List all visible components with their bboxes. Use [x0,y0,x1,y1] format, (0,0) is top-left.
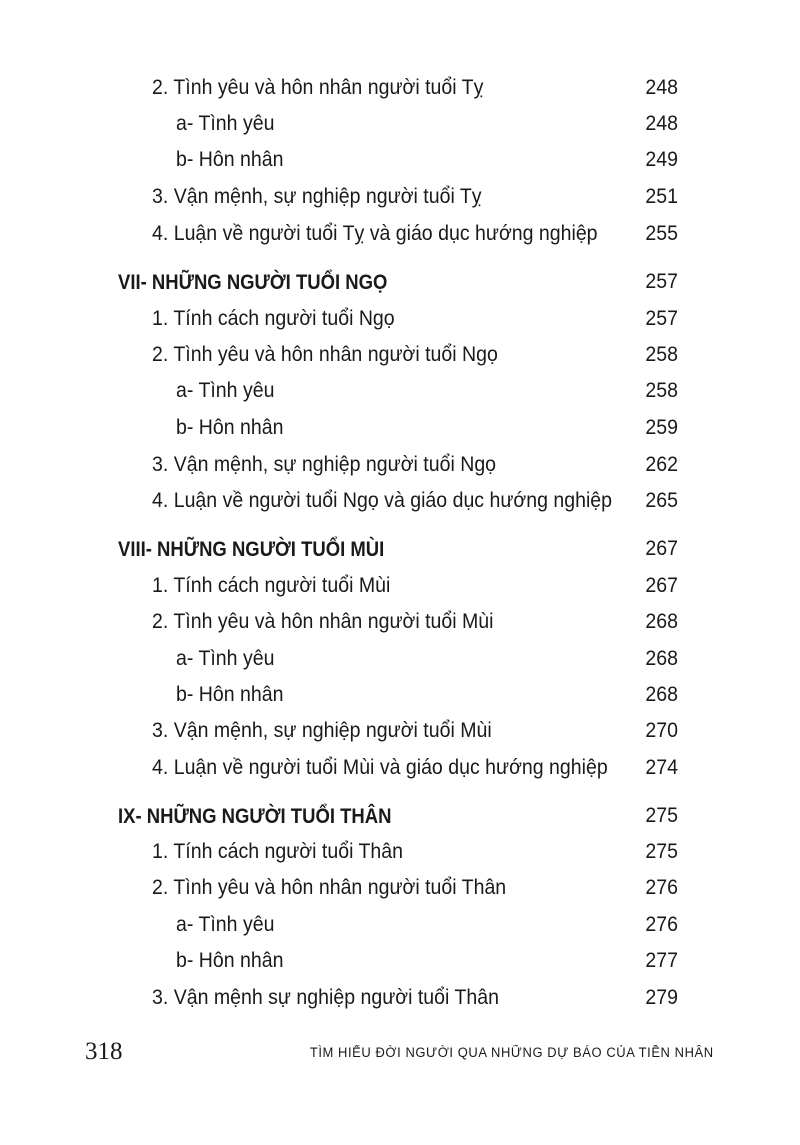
toc-entry [0,337,800,373]
toc-entry [0,106,800,142]
toc-entry [0,980,800,1016]
toc-entry-label: 2. Tình yêu và hôn nhân người tuổi Mùi [152,610,494,633]
toc-entry-page: 249 [645,148,678,171]
toc-entry [0,677,800,713]
toc-entry [0,301,800,337]
toc-entry [0,568,800,604]
toc-heading-label: VIII- NHỮNG NGƯỜI TUỔI MÙI [118,537,385,561]
toc-entry-page: 255 [645,222,678,245]
toc-section-heading [0,264,800,300]
toc-entry-label: 3. Vận mệnh, sự nghiệp người tuổi Mùi [152,719,492,742]
toc-entry [0,834,800,870]
page-number: 318 [85,1038,123,1065]
toc-entry-page: 251 [645,185,678,208]
toc-entry-page: 274 [645,756,678,779]
toc-entry-label: a- Tình yêu [176,112,275,135]
toc-entry-label: b- Hôn nhân [176,416,284,439]
toc-entry-page: 279 [645,986,678,1009]
toc-entry [0,943,800,979]
toc-entry-page: 262 [645,453,678,476]
toc-entry [0,410,800,446]
toc-entry-page: 267 [645,537,678,560]
toc-entry-page: 268 [645,683,678,706]
toc-entry-page: 268 [645,647,678,670]
toc-entry-label: a- Tình yêu [176,647,275,670]
toc-entry-label: 1. Tính cách người tuổi Ngọ [152,307,395,330]
toc-entry [0,179,800,215]
toc-entry-page: 276 [645,913,678,936]
toc-entry-label: 1. Tính cách người tuổi Mùi [152,574,391,597]
toc-entry-page: 258 [645,379,678,402]
toc-entry [0,142,800,178]
toc-entry-label: 3. Vận mệnh, sự nghiệp người tuổi Ngọ [152,453,497,476]
toc-entry-label: 1. Tính cách người tuổi Thân [152,840,403,863]
toc-section-heading [0,531,800,567]
toc-entry [0,483,800,519]
toc-entry-label: b- Hôn nhân [176,949,284,972]
toc-entry [0,216,800,252]
toc-entry-page: 270 [645,719,678,742]
toc-entry-page: 257 [645,270,678,293]
toc-entry-page: 248 [645,112,678,135]
toc-entry-label: b- Hôn nhân [176,683,284,706]
toc-entry-page: 258 [645,343,678,366]
toc-entry [0,870,800,906]
toc-entry-page: 277 [645,949,678,972]
toc-entry-label: 3. Vận mệnh, sự nghiệp người tuổi Tỵ [152,185,482,208]
toc-entry-label: 4. Luận về người tuổi Tỵ và giáo dục hướng nghiệp [152,222,598,245]
toc-entry-page: 267 [645,574,678,597]
toc-entry-page: 275 [645,804,678,827]
toc-entry-label: b- Hôn nhân [176,148,284,171]
toc-heading-label: VII- NHỮNG NGƯỜI TUỔI NGỌ [118,270,388,294]
toc-entry [0,641,800,677]
toc-entry [0,713,800,749]
toc-entry [0,750,800,786]
toc-entry-label: a- Tình yêu [176,913,275,936]
toc-entry-page: 265 [645,489,678,512]
toc-section-heading [0,798,800,834]
toc-entry-page: 259 [645,416,678,439]
toc-entry [0,604,800,640]
toc-entry-page: 257 [645,307,678,330]
toc-entry-label: 4. Luận về người tuổi Mùi và giáo dục hướng nghiệp [152,756,608,779]
toc-entry [0,373,800,409]
toc-entry-page: 275 [645,840,678,863]
toc-entry-label: 3. Vận mệnh sự nghiệp người tuổi Thân [152,986,499,1009]
toc-entry [0,70,800,106]
toc-entry [0,907,800,943]
toc-heading-label: IX- NHỮNG NGƯỜI TUỔI THÂN [118,804,392,828]
toc-entry-page: 268 [645,610,678,633]
running-footer-title: TÌM HIỂU ĐỜI NGƯỜI QUA NHỮNG DỰ BÁO CỦA TIỀN NHÂN [310,1045,714,1060]
toc-entry-label: 2. Tình yêu và hôn nhân người tuổi Ngọ [152,343,498,366]
toc-entry-label: a- Tình yêu [176,379,275,402]
toc-entry-label: 4. Luận về người tuổi Ngọ và giáo dục hướng nghiệp [152,489,613,512]
toc-entry-page: 248 [645,76,678,99]
toc-entry-label: 2. Tình yêu và hôn nhân người tuổi Tỵ [152,76,484,99]
toc-entry-page: 276 [645,876,678,899]
toc-entry-label: 2. Tình yêu và hôn nhân người tuổi Thân [152,876,507,899]
toc-entry [0,447,800,483]
